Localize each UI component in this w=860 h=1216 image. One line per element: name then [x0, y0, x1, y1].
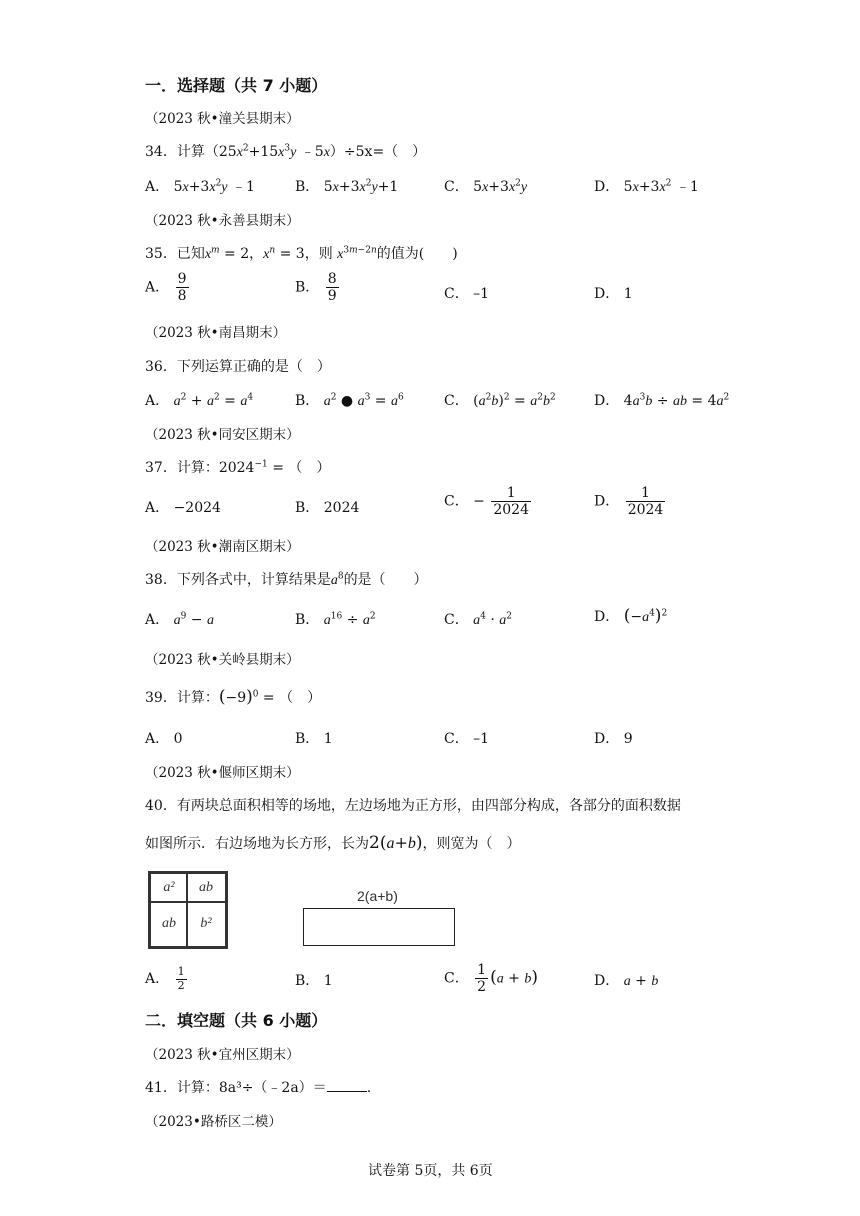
option-36-a[interactable]: A． $a^2 + a^2 = a^4$	[145, 392, 254, 409]
question-35: 35．已知$x^m = 2$，$x^n = 3$，则 $x^{3m-2n}$的值为( )	[145, 245, 458, 262]
rect-length-label: 2(a+b)	[357, 888, 398, 904]
option-34-d[interactable]: D． $5x+3x^2$ ﹣1	[594, 178, 699, 195]
question-34: 34．计算（$25x^2+15x^3y$ ﹣5x）÷5x=（ ）	[145, 143, 427, 160]
page-footer: 试卷第 5页，共 6页	[368, 1163, 493, 1179]
option-37-b[interactable]: B． 2024	[295, 500, 360, 516]
option-40-b[interactable]: B． 1	[295, 973, 333, 989]
option-40-a[interactable]: A． $\frac{1}{2}$	[145, 965, 185, 992]
cell-ab-top: ab	[186, 873, 226, 903]
source-q40: （2023 秋•偃师区期末）	[145, 765, 300, 781]
source-q42: （2023•路桥区二模）	[145, 1114, 282, 1130]
question-38: 38．下列各式中，计算结果是$a^8$的是（ ）	[145, 571, 428, 588]
option-37-a[interactable]: A． −2024	[145, 500, 221, 516]
question-36: 36．下列运算正确的是（ ）	[145, 359, 331, 375]
option-39-a[interactable]: A． 0	[145, 731, 183, 747]
option-38-d[interactable]: D． $(-a^4)^2$	[594, 606, 668, 626]
option-40-c[interactable]: C． $\frac{1}{2}$ (a + b)	[444, 962, 539, 996]
source-q36: （2023 秋•南昌期末）	[145, 325, 287, 341]
rectangle-field-figure	[303, 908, 455, 946]
source-q39: （2023 秋•关岭县期末）	[145, 652, 300, 668]
option-35-d[interactable]: D． 1	[594, 286, 633, 302]
option-35-a[interactable]: A． $\frac{9}{8}$	[145, 271, 187, 305]
cell-a2: a²	[150, 873, 188, 903]
section-title-fill: 二．填空题（共 6 小题）	[145, 1011, 328, 1030]
cell-b2: b²	[186, 901, 226, 947]
option-39-d[interactable]: D． 9	[594, 731, 633, 747]
option-35-c[interactable]: C． –1	[444, 286, 490, 302]
option-39-c[interactable]: C． –1	[444, 731, 490, 747]
option-37-d[interactable]: D． $\frac{1}{2024}$	[594, 485, 664, 519]
option-35-b[interactable]: B． $\frac{8}{9}$	[295, 271, 337, 305]
question-40-line1: 40．有两块总面积相等的场地，左边场地为正方形，由四部分构成，各部分的面积数据	[145, 798, 681, 814]
option-38-a[interactable]: A． $a^9 - a$	[145, 611, 214, 628]
source-q37: （2023 秋•同安区期末）	[145, 427, 300, 443]
question-37: 37．计算：$2024^{-1}$ = （ ）	[145, 459, 331, 476]
option-36-c[interactable]: C． $(a^2b)^2 = a^2b^2$	[444, 392, 556, 409]
square-field-figure	[148, 871, 228, 949]
question-40-line2: 如图所示．右边场地为长方形，长为2(a+b)，则宽为（ ）	[145, 833, 521, 853]
option-34-c[interactable]: C． $5x+3x^2y$	[444, 178, 528, 195]
source-q41: （2023 秋•宜州区期末）	[145, 1047, 300, 1063]
option-40-d[interactable]: D． a + b	[594, 973, 659, 989]
option-34-b[interactable]: B． $5x+3x^2y+1$	[295, 178, 399, 195]
option-39-b[interactable]: B． 1	[295, 731, 333, 747]
source-q34: （2023 秋•潼关县期末）	[145, 111, 300, 127]
question-41: 41．计算：8a³÷（﹣2a）＝ .	[145, 1080, 372, 1096]
question-39: 39．计算：$(-9)^0$ = （ ）	[145, 687, 322, 707]
option-38-c[interactable]: C． $a^4 \cdot a^2$	[444, 611, 512, 628]
source-q35: （2023 秋•永善县期末）	[145, 213, 300, 229]
option-34-a[interactable]: A． $5x+3x^2y$ ﹣1	[145, 178, 255, 195]
answer-blank-41[interactable]	[327, 1079, 367, 1092]
option-38-b[interactable]: B． $a^{16} \div a^2$	[295, 611, 376, 628]
option-36-b[interactable]: B． $a^2$ ● $a^3 = a^6$	[295, 392, 404, 409]
source-q38: （2023 秋•潮南区期末）	[145, 539, 300, 555]
section-title-choice: 一．选择题（共 7 小题）	[145, 76, 328, 95]
option-36-d[interactable]: D． $4a^3b$ ÷ ab = $4a^2$	[594, 392, 730, 409]
cell-ab-left: ab	[150, 901, 188, 947]
option-37-c[interactable]: C． − $\frac{1}{2024}$	[444, 485, 529, 519]
